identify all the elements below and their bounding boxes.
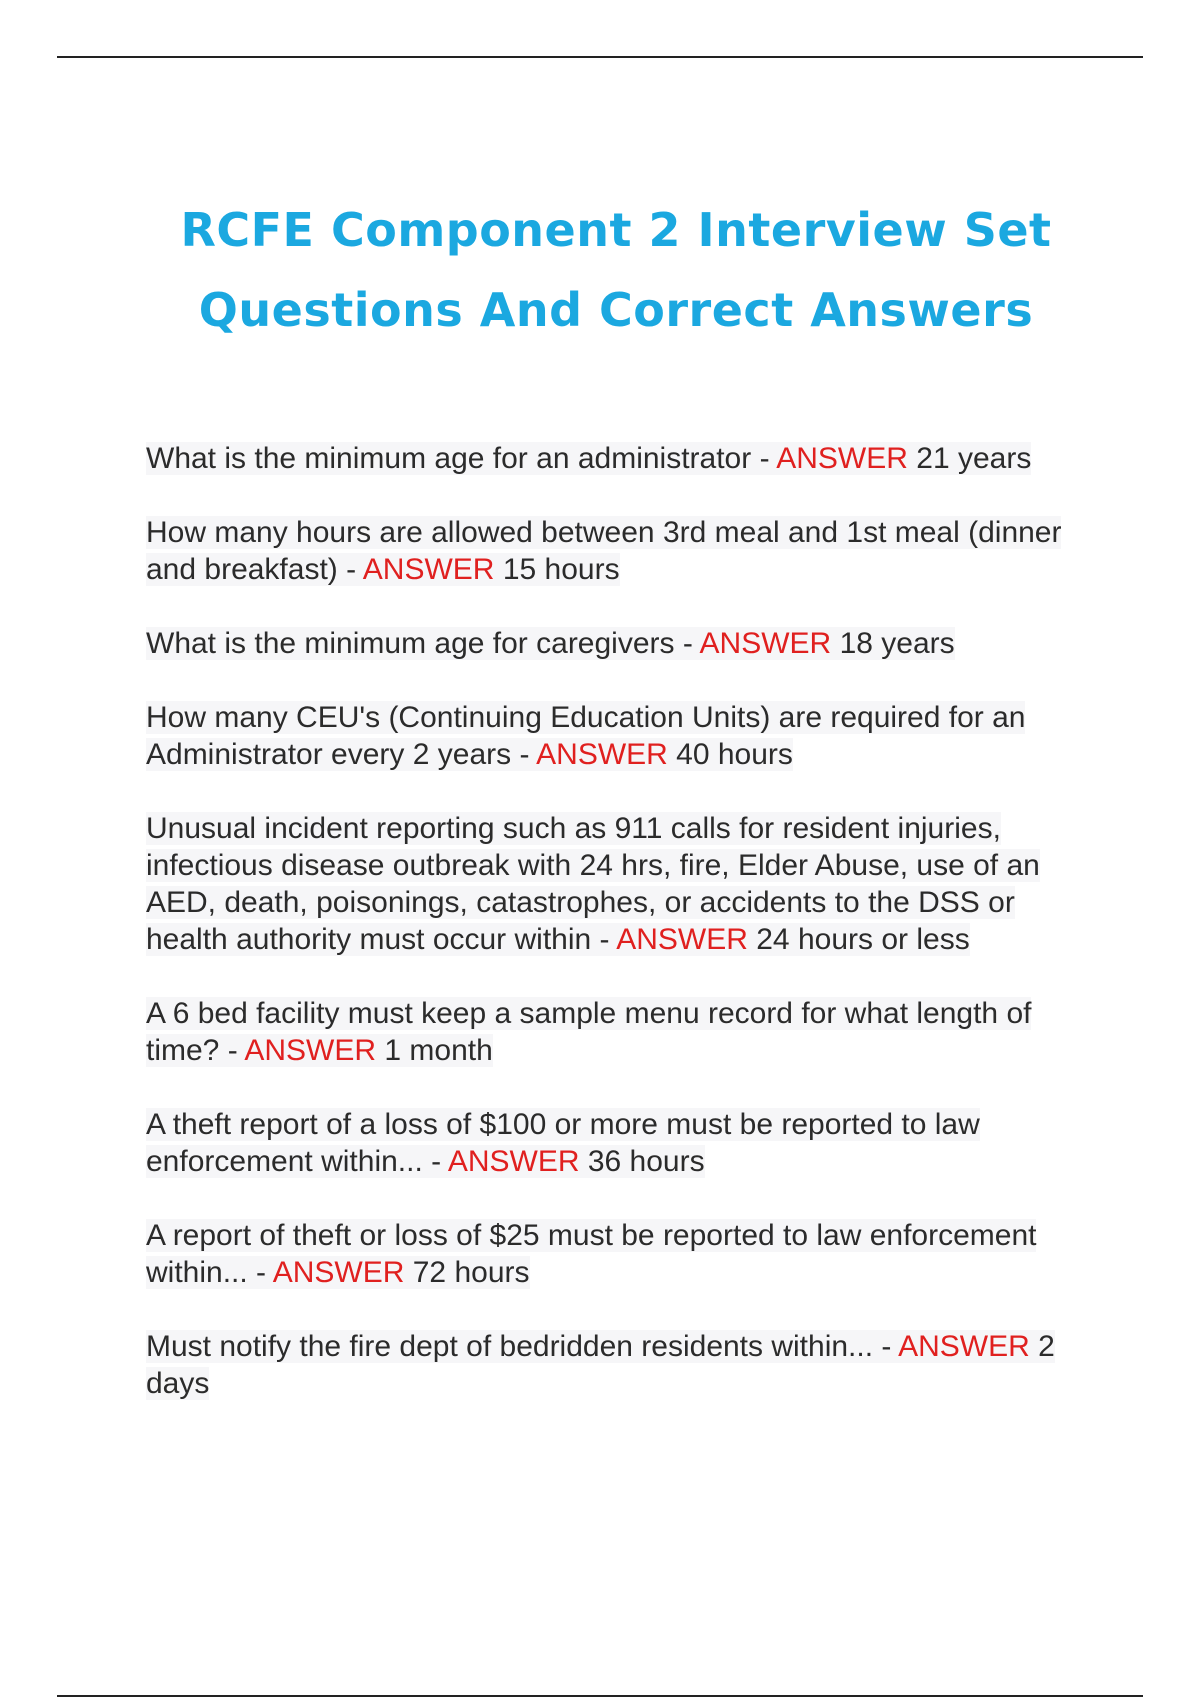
answer-text: 36 hours xyxy=(580,1145,705,1178)
question-text: A report of theft or loss of $25 must be reported to law enforcement within... - xyxy=(146,1219,1037,1289)
qa-item xyxy=(146,699,1091,773)
qa-list xyxy=(146,440,1091,1439)
answer-text: 24 hours or less xyxy=(748,923,970,956)
question-text: Must notify the fire dept of bedridden residents within... - xyxy=(146,1330,899,1363)
answer-label: ANSWER xyxy=(362,553,495,586)
qa-item xyxy=(146,514,1091,588)
answer-label: ANSWER xyxy=(536,738,668,771)
question-text: A theft report of a loss of $100 or more must be reported to law enforcement within... - xyxy=(146,1108,980,1178)
question-text: How many hours are allowed between 3rd meal and 1st meal (dinner and breakfast) - xyxy=(146,516,1062,586)
answer-text: 72 hours xyxy=(404,1256,529,1289)
answer-label: ANSWER xyxy=(272,1256,405,1289)
title-block xyxy=(146,190,1086,350)
bottom-rule xyxy=(57,1695,1143,1697)
answer-label: ANSWER xyxy=(898,1330,1030,1363)
question-text: Unusual incident reporting such as 911 calls for resident injuries, infectious disease outbreak with 24 hrs, fire, Elder Abuse, use of an AED, death, poisonings, catastrophes, or accidents to the DSS or health authority must occur within - xyxy=(146,812,1040,956)
question-text: A 6 bed facility must keep a sample menu record for what length of time? - xyxy=(146,997,1032,1067)
answer-label: ANSWER xyxy=(447,1145,580,1178)
answer-text: 18 years xyxy=(831,627,954,660)
answer-label: ANSWER xyxy=(616,923,748,956)
answer-text: 21 years xyxy=(908,442,1031,475)
answer-label: ANSWER xyxy=(244,1034,377,1067)
qa-item xyxy=(146,1217,1091,1291)
answer-text: 40 hours xyxy=(668,738,793,771)
question-text: What is the minimum age for caregivers - xyxy=(146,627,700,660)
question-text: What is the minimum age for an administrator - xyxy=(146,442,777,475)
answer-label: ANSWER xyxy=(776,442,908,475)
answer-label: ANSWER xyxy=(699,627,832,660)
qa-item xyxy=(146,1328,1091,1402)
qa-item xyxy=(146,625,1091,662)
top-rule xyxy=(57,56,1143,58)
document-title: RCFE Component 2 Interview Set Questions And Correct Answers xyxy=(180,203,1052,337)
answer-text: 2 days xyxy=(146,1330,1055,1400)
qa-item xyxy=(146,1106,1091,1180)
answer-text: 15 hours xyxy=(494,553,619,586)
answer-text: 1 month xyxy=(376,1034,493,1067)
question-text: How many CEU's (Continuing Education Units) are required for an Administrator every 2 years - xyxy=(146,701,1026,771)
qa-item xyxy=(146,995,1091,1069)
qa-item xyxy=(146,440,1091,477)
qa-item xyxy=(146,810,1091,958)
